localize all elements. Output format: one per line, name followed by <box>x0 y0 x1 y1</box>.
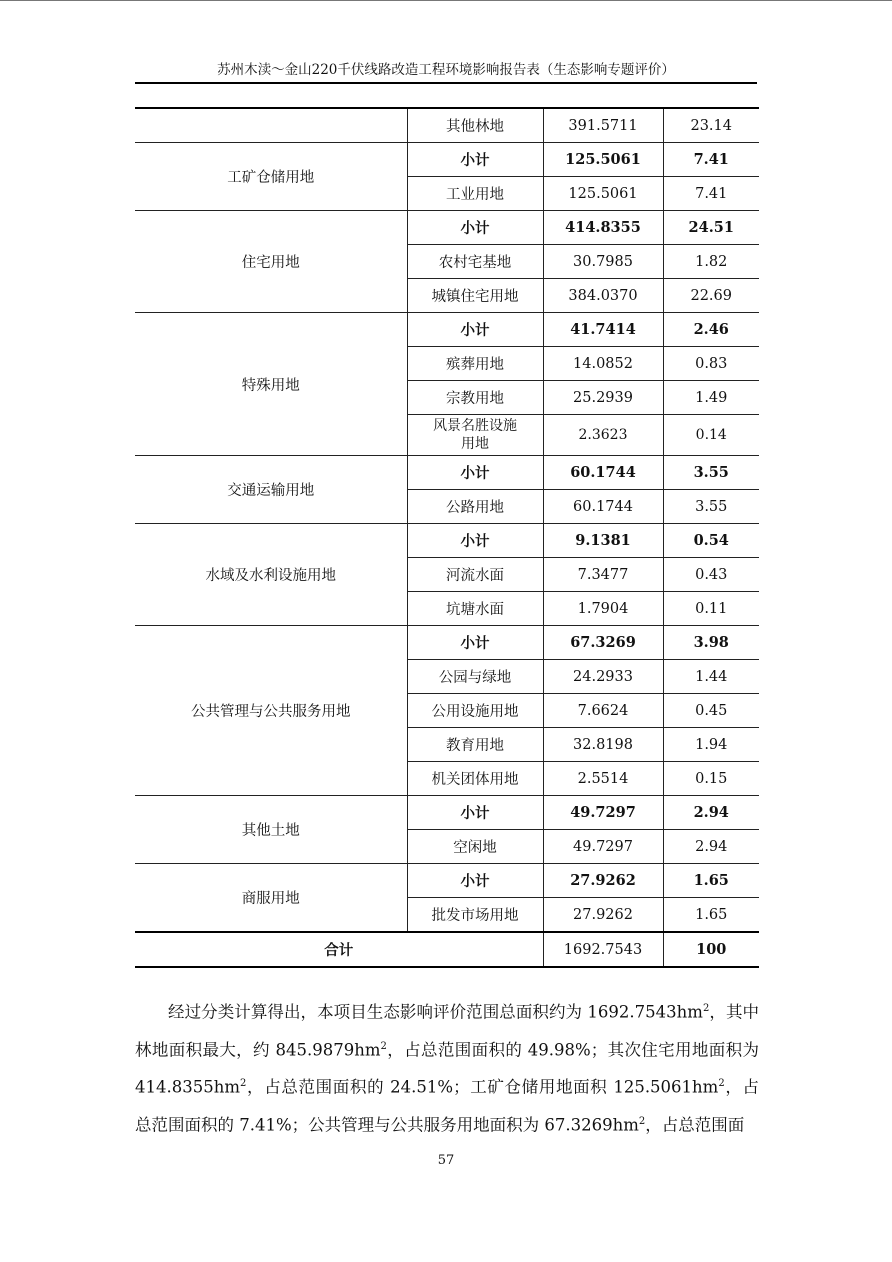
subcategory-cell: 殡葬用地 <box>407 347 543 381</box>
area-cell: 60.1744 <box>543 456 663 490</box>
percent-cell: 1.49 <box>663 381 759 415</box>
area-cell: 60.1744 <box>543 490 663 524</box>
percent-cell: 1.82 <box>663 245 759 279</box>
subcategory-cell: 批发市场用地 <box>407 898 543 933</box>
subcategory-cell: 机关团体用地 <box>407 762 543 796</box>
area-cell: 125.5061 <box>543 177 663 211</box>
area-cell: 9.1381 <box>543 524 663 558</box>
subcategory-cell: 坑塘水面 <box>407 592 543 626</box>
summary-text <box>135 992 759 1142</box>
subcategory-cell: 小计 <box>407 864 543 898</box>
unit-superscript: 2 <box>718 1078 725 1089</box>
category-cell: 公共管理与公共服务用地 <box>135 626 407 796</box>
area-cell: 32.8198 <box>543 728 663 762</box>
category-cell: 水域及水利设施用地 <box>135 524 407 626</box>
subcategory-cell: 小计 <box>407 524 543 558</box>
text-segment: 经过分类计算得出，本项目生态影响评价范围总面积约为 1692.7543hm <box>168 1002 703 1022</box>
percent-cell: 0.45 <box>663 694 759 728</box>
table-row <box>135 211 759 245</box>
total-label: 合计 <box>135 932 543 967</box>
category-cell: 商服用地 <box>135 864 407 933</box>
percent-cell: 23.14 <box>663 108 759 143</box>
percent-cell: 3.55 <box>663 490 759 524</box>
percent-cell: 22.69 <box>663 279 759 313</box>
area-cell: 27.9262 <box>543 864 663 898</box>
percent-cell: 0.83 <box>663 347 759 381</box>
area-cell: 14.0852 <box>543 347 663 381</box>
area-cell: 49.7297 <box>543 796 663 830</box>
table-row <box>135 456 759 490</box>
percent-cell: 1.65 <box>663 898 759 933</box>
table-row <box>135 864 759 898</box>
subcategory-cell: 公园与绿地 <box>407 660 543 694</box>
table-row <box>135 796 759 830</box>
category-cell: 工矿仓储用地 <box>135 143 407 211</box>
subcategory-cell: 小计 <box>407 211 543 245</box>
percent-cell: 1.94 <box>663 728 759 762</box>
percent-cell: 1.65 <box>663 864 759 898</box>
subcategory-cell: 教育用地 <box>407 728 543 762</box>
percent-cell: 2.46 <box>663 313 759 347</box>
category-cell: 交通运输用地 <box>135 456 407 524</box>
subcategory-cell: 小计 <box>407 143 543 177</box>
category-cell: 住宅用地 <box>135 211 407 313</box>
subcategory-cell: 公路用地 <box>407 490 543 524</box>
subcategory-cell: 河流水面 <box>407 558 543 592</box>
percent-cell: 3.98 <box>663 626 759 660</box>
area-cell: 1.7904 <box>543 592 663 626</box>
percent-cell: 2.94 <box>663 796 759 830</box>
area-cell: 391.5711 <box>543 108 663 143</box>
category-cell <box>135 108 407 143</box>
percent-cell: 0.11 <box>663 592 759 626</box>
area-cell: 2.3623 <box>543 415 663 456</box>
subcategory-cell: 小计 <box>407 313 543 347</box>
area-cell: 49.7297 <box>543 830 663 864</box>
percent-cell: 24.51 <box>663 211 759 245</box>
subcategory-cell: 城镇住宅用地 <box>407 279 543 313</box>
subcategory-cell: 小计 <box>407 456 543 490</box>
land-use-table <box>135 107 759 968</box>
area-cell: 41.7414 <box>543 313 663 347</box>
percent-cell: 0.43 <box>663 558 759 592</box>
unit-superscript: 2 <box>702 1003 710 1014</box>
unit-superscript: 2 <box>240 1078 247 1089</box>
percent-cell: 1.44 <box>663 660 759 694</box>
area-cell: 414.8355 <box>543 211 663 245</box>
subcategory-cell: 空闲地 <box>407 830 543 864</box>
table-row <box>135 108 759 143</box>
page-top-border <box>0 0 892 1</box>
area-cell: 25.2939 <box>543 381 663 415</box>
text-segment: ，占总范围面积的 49.98%；其次住宅用地面积为 414.8355hm <box>135 1040 759 1097</box>
table-row <box>135 626 759 660</box>
table-row <box>135 143 759 177</box>
area-cell: 125.5061 <box>543 143 663 177</box>
subcategory-cell: 小计 <box>407 626 543 660</box>
subcategory-cell: 宗教用地 <box>407 381 543 415</box>
category-cell: 特殊用地 <box>135 313 407 456</box>
unit-superscript: 2 <box>380 1040 387 1052</box>
percent-cell: 7.41 <box>663 177 759 211</box>
area-cell: 24.2933 <box>543 660 663 694</box>
page-number: 57 <box>437 1153 455 1168</box>
header-rule <box>135 82 757 84</box>
page-header: 苏州木渎～金山220千伏线路改造工程环境影响报告表（生态影响专题评价） <box>217 62 675 78</box>
text-segment: ，占总范围面积的 24.51%；工矿仓储用地面积 125.5061hm <box>246 1077 719 1097</box>
total-area: 1692.7543 <box>543 932 663 967</box>
area-cell: 7.3477 <box>543 558 663 592</box>
subcategory-cell: 农村宅基地 <box>407 245 543 279</box>
area-cell: 27.9262 <box>543 898 663 933</box>
area-cell: 30.7985 <box>543 245 663 279</box>
total-percent: 100 <box>663 932 759 967</box>
total-row <box>135 932 759 967</box>
category-cell: 其他土地 <box>135 796 407 864</box>
subcategory-cell: 其他林地 <box>407 108 543 143</box>
text-segment: ，占总范围面 <box>645 1115 745 1134</box>
table-row <box>135 313 759 347</box>
text-segment: ，其中林地面积最大，约 845.9879hm <box>135 1002 760 1059</box>
area-cell: 384.0370 <box>543 279 663 313</box>
text-segment: ，占总范围面积的 7.41%；公共管理与公共服务用地面积为 67.3269hm <box>135 1077 760 1134</box>
area-cell: 7.6624 <box>543 694 663 728</box>
subcategory-cell: 风景名胜设施用地 <box>407 415 543 456</box>
percent-cell: 2.94 <box>663 830 759 864</box>
percent-cell: 7.41 <box>663 143 759 177</box>
unit-superscript: 2 <box>638 1115 646 1127</box>
percent-cell: 0.54 <box>663 524 759 558</box>
subcategory-cell: 公用设施用地 <box>407 694 543 728</box>
area-cell: 2.5514 <box>543 762 663 796</box>
summary-paragraph <box>135 992 759 1142</box>
percent-cell: 3.55 <box>663 456 759 490</box>
percent-cell: 0.14 <box>663 415 759 456</box>
area-cell: 67.3269 <box>543 626 663 660</box>
subcategory-cell: 小计 <box>407 796 543 830</box>
percent-cell: 0.15 <box>663 762 759 796</box>
table-row <box>135 524 759 558</box>
subcategory-cell: 工业用地 <box>407 177 543 211</box>
